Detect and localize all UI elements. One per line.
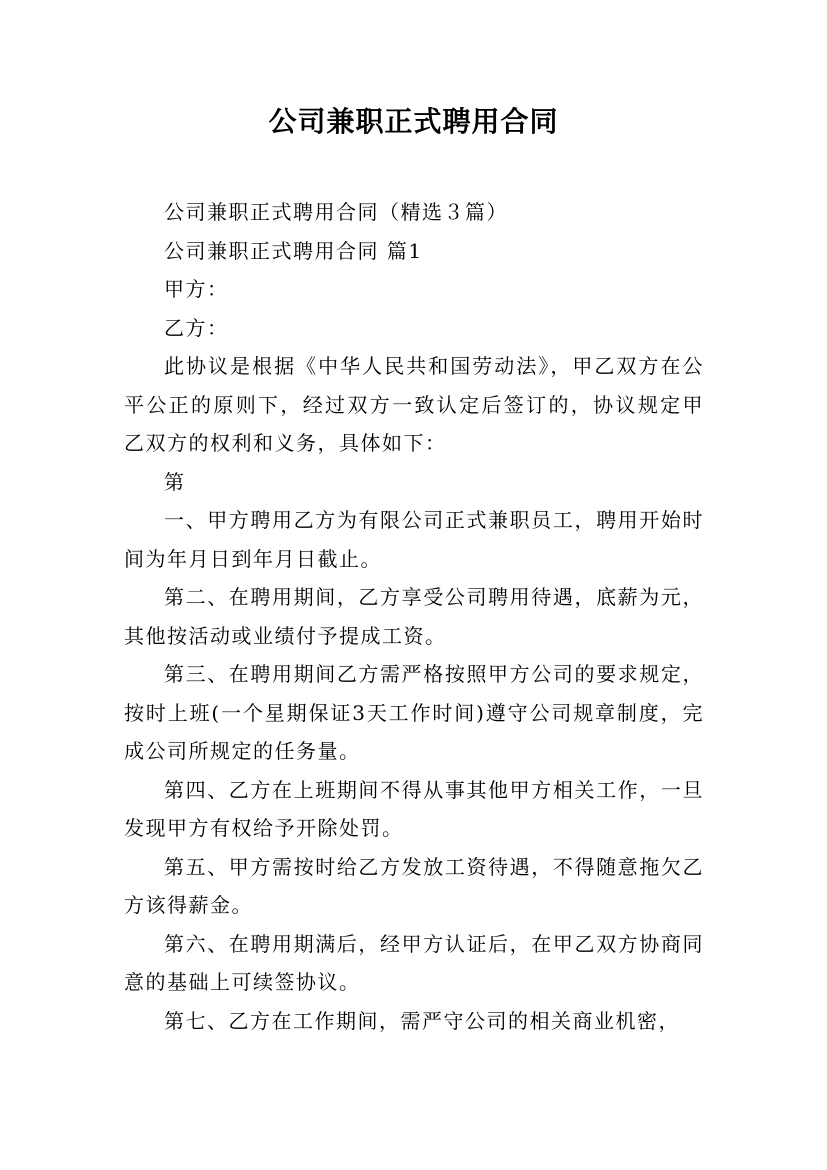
paragraph: 公司兼职正式聘用合同 篇1 <box>164 238 423 263</box>
paragraph: 第六、在聘用期满后，经甲方认证后，在甲乙双方协商同意的基础上可续签协议。 <box>124 931 704 994</box>
paragraph: 一、甲方聘用乙方为有限公司正式兼职员工，聘用开始时间为年月日到年月日截止。 <box>124 508 704 571</box>
paragraph: 第 <box>164 469 186 494</box>
document-title: 公司兼职正式聘用合同 <box>268 105 559 138</box>
paragraph: 第七、乙方在工作期间，需严守公司的相关商业机密， <box>164 1008 680 1033</box>
paragraph: 乙方： <box>164 315 229 340</box>
paragraph: 公司兼职正式聘用合同（精选３篇） <box>164 200 508 224</box>
paragraph: 第四、乙方在上班期间不得从事其他甲方相关工作，一旦发现甲方有权给予开除处罚。 <box>124 777 704 840</box>
document-body <box>124 193 704 1040</box>
paragraph: 第二、在聘用期间，乙方享受公司聘用待遇，底薪为元，其他按活动或业绩付予提成工资。 <box>124 585 704 648</box>
paragraph: 第五、甲方需按时给乙方发放工资待遇，不得随意拖欠乙方该得薪金。 <box>124 854 704 917</box>
paragraph: 甲方： <box>164 277 229 301</box>
paragraph: 第三、在聘用期间乙方需严格按照甲方公司的要求规定，按时上班(一个星期保证3天工作时间)遵守公司规章制度，完成公司所规定的任务量。 <box>124 662 704 763</box>
paragraph: 此协议是根据《中华人民共和国劳动法》，甲乙双方在公平公正的原则下，经过双方一致认定后签订的，协议规定甲乙双方的权利和义务，具体如下： <box>124 354 704 455</box>
